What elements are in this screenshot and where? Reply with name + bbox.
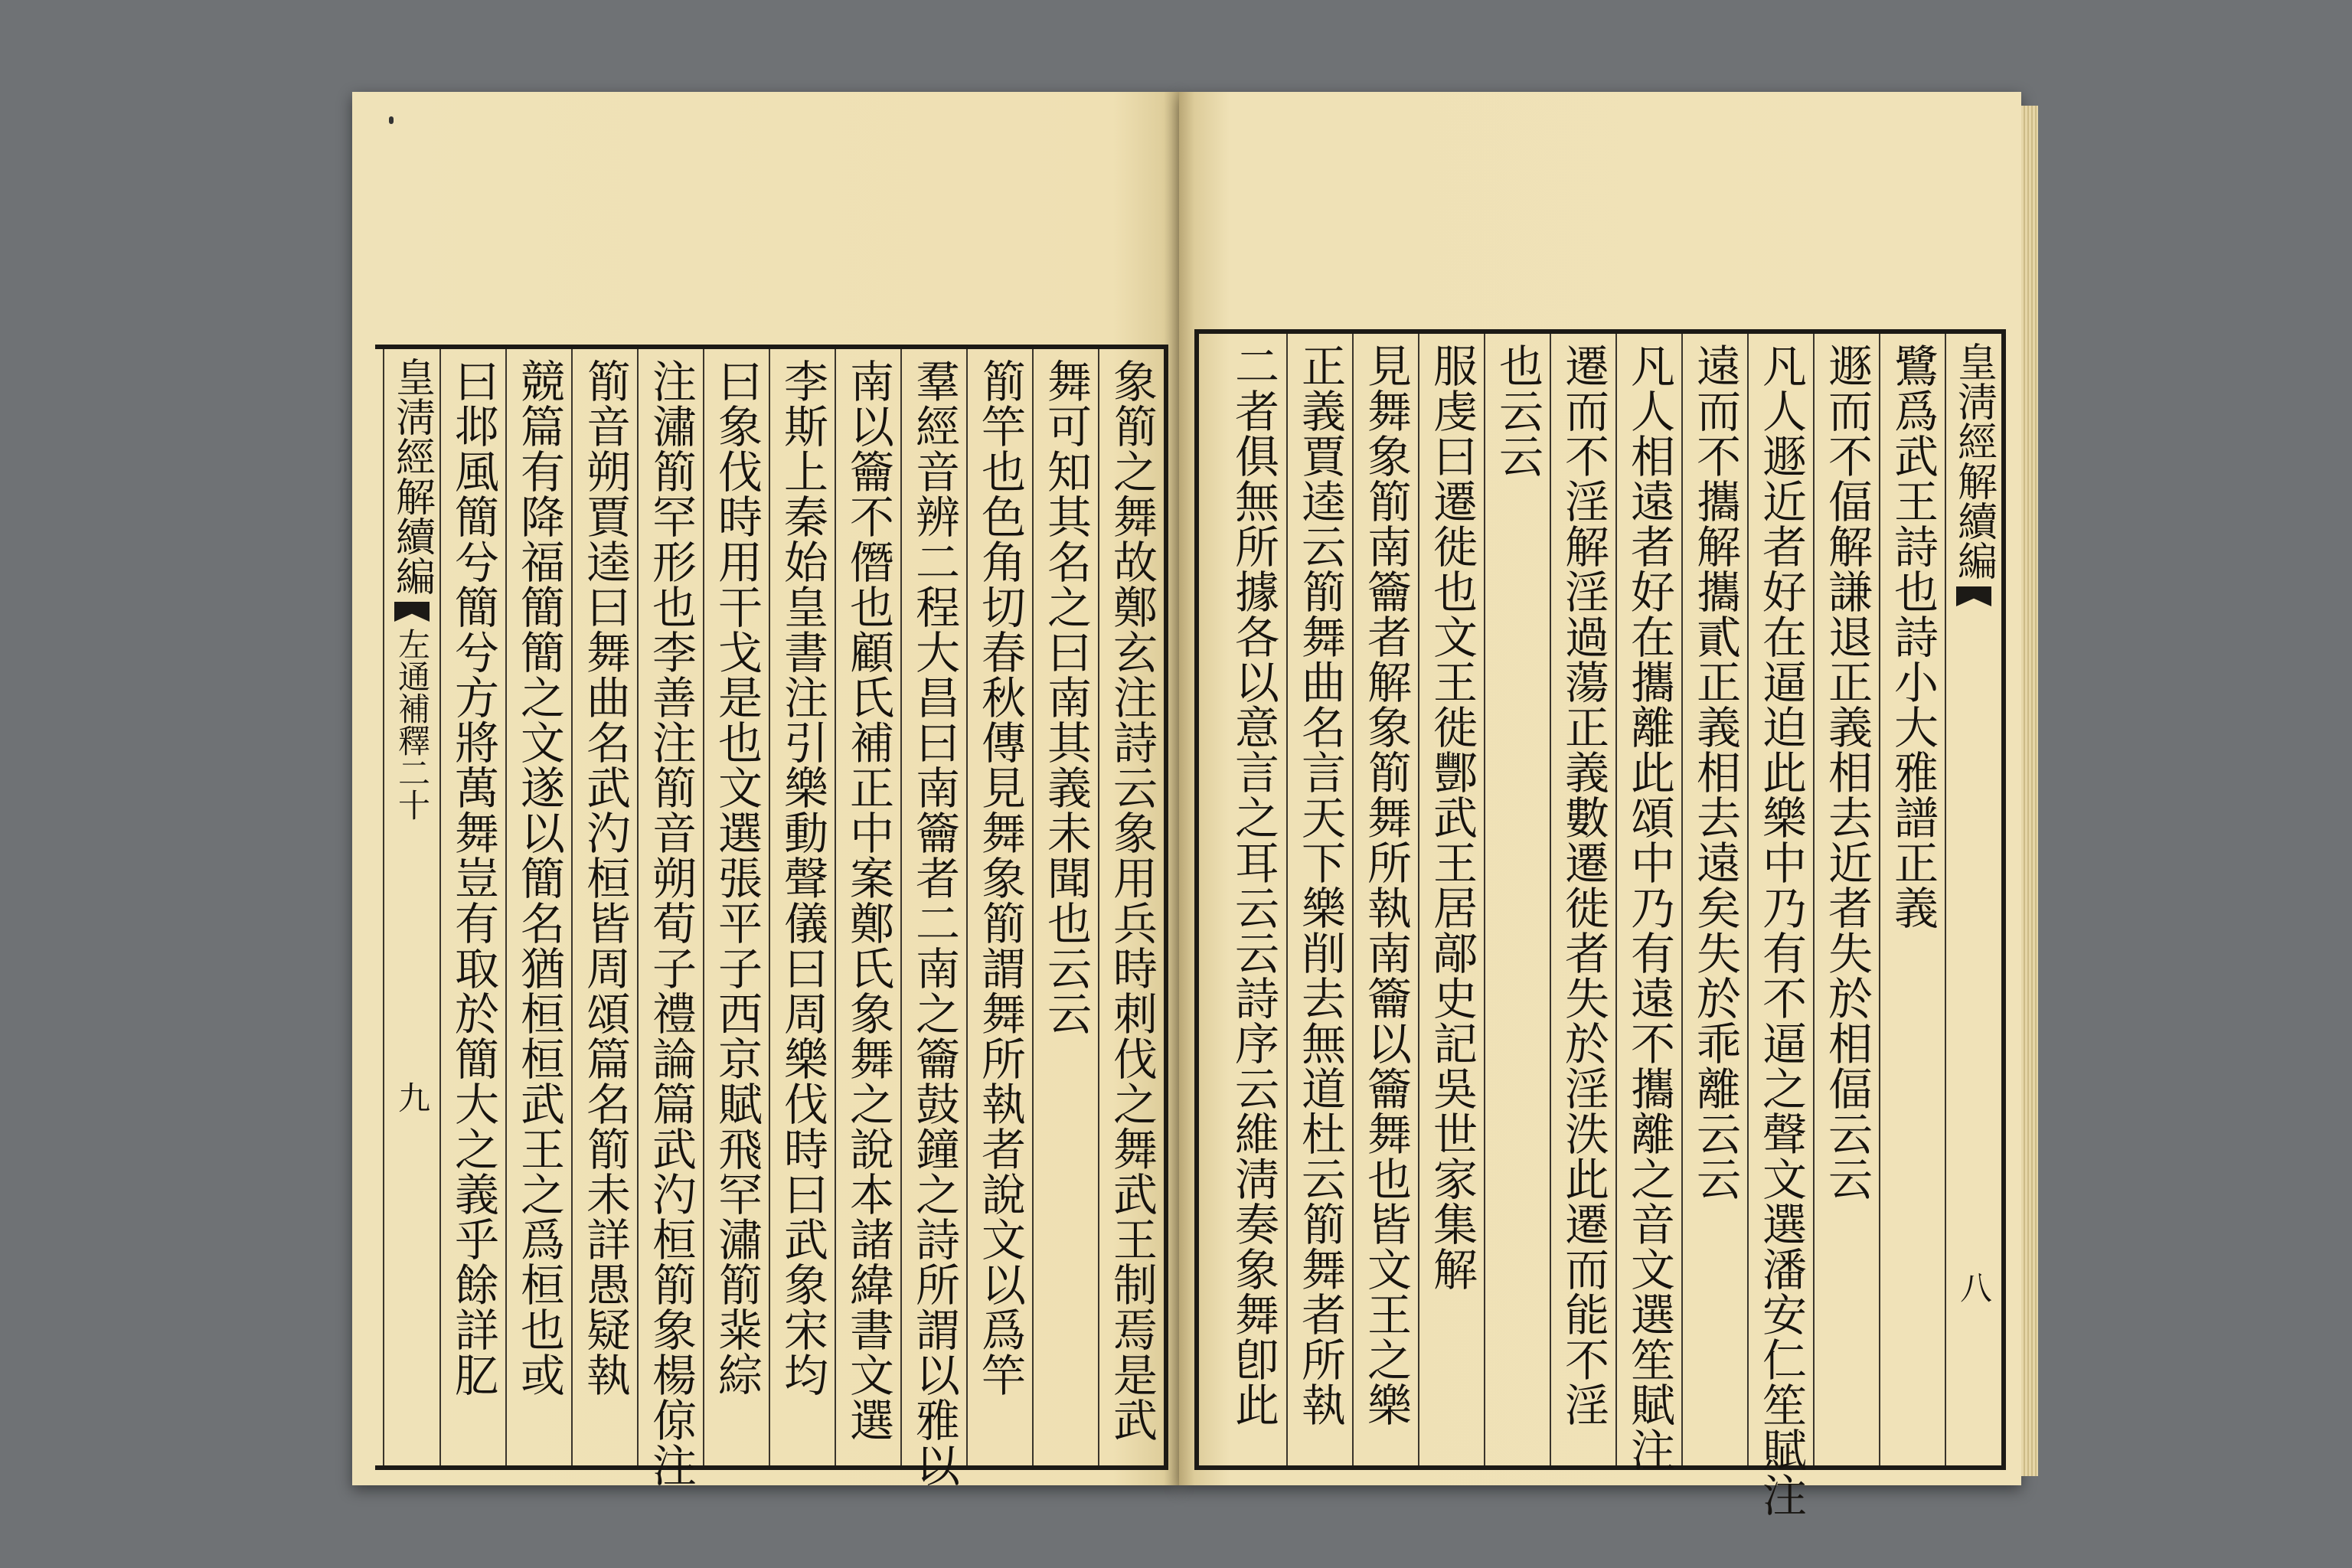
text-column [1879, 334, 1945, 1465]
text-column [1220, 334, 1286, 1465]
text-column [1550, 334, 1615, 1465]
column-text: 遷而不淫解淫過蕩正義數遷徙者失於淫泆此遷而能不淫 [1557, 343, 1609, 1427]
block-heart-column [1945, 334, 2001, 1465]
text-column [1615, 334, 1681, 1472]
page-number: 九 [394, 1081, 431, 1113]
page-edges [2021, 106, 2038, 1476]
left-text-frame [375, 345, 1168, 1488]
column-text: 曰邶風簡兮簡兮方將萬舞豈有取於簡大之義乎餘詳肊 [447, 358, 499, 1397]
column-text: 李斯上秦始皇書注引樂動聲儀曰周樂伐時曰武象宋均 [776, 358, 828, 1397]
column-text: 舞可知其名之曰南其義未聞也云云 [1040, 358, 1092, 1036]
text-column [1352, 334, 1418, 1465]
column-text: 凡人遯近者好在逼迫此樂中乃有不逼之聲文選潘安仁笙賦注 [1755, 343, 1807, 1517]
right-columns [1199, 334, 2001, 1517]
text-column [769, 349, 835, 1465]
text-column [1098, 349, 1164, 1465]
text-column [1032, 349, 1098, 1465]
column-text: 服虔曰遷徙也文王徙酆武王居鄗史記吳世家集解 [1426, 343, 1478, 1292]
column-text: 箾音朔賈逵曰舞曲名武汋桓皆周頌篇名箾未詳愚疑執 [579, 358, 631, 1397]
column-text: 也云云 [1491, 343, 1544, 479]
text-column [505, 349, 571, 1465]
column-text: 箾竿也色角切春秋傳見舞象箾謂舞所執者說文以爲竿 [974, 358, 1026, 1397]
column-text: 凡人相遠者好在攜離此頌中乃有遠不攜離之音文選笙賦注 [1623, 343, 1675, 1472]
open-book [352, 92, 2021, 1517]
text-column [1484, 334, 1550, 1465]
right-text-frame [1194, 329, 2006, 1517]
text-column [900, 349, 966, 1488]
text-column [1813, 334, 1879, 1465]
text-column [835, 349, 900, 1465]
column-text: 曰象伐時用干戈是也文選張平子西京賦飛罕潚箾䉾綜 [710, 358, 763, 1397]
text-column [1681, 334, 1747, 1465]
page-number: 八 [1955, 1271, 1993, 1303]
book-gutter [1164, 92, 1194, 1485]
text-column [1747, 334, 1813, 1517]
block-heart-column [383, 349, 439, 1465]
column-text: 二者俱無所據各以意言之耳云云詩序云維淸奏象舞卽此 [1227, 343, 1279, 1427]
block-subtitle: 左通補釋二十 [394, 628, 431, 821]
text-column [637, 349, 703, 1488]
left-columns [375, 349, 1164, 1488]
column-text: 遠而不攜解攜貳正義相去遠矣失於乖離云云 [1689, 343, 1741, 1201]
column-text: 競篇有降福簡簡之文遂以簡名猶桓桓武王之爲桓也或 [513, 358, 565, 1397]
text-column [1286, 334, 1352, 1465]
text-column [703, 349, 769, 1465]
fish-tail-mark [394, 602, 430, 622]
ink-dot [389, 116, 394, 124]
fish-tail-mark [1956, 586, 1991, 606]
column-text: 注潚箾罕形也李善注箾音朔荀子禮論篇武汋桓箾象楊倞注 [645, 358, 697, 1488]
left-page [352, 92, 1179, 1488]
column-text: 象箾之舞故鄭玄注詩云象用兵時刺伐之舞武王制焉是武 [1106, 358, 1158, 1442]
column-text: 羣經音辨二程大昌曰南籥者二南之籥鼓鐘之詩所謂以雅以 [908, 358, 960, 1488]
column-text: 南以籥不僭也顧氏補正中案鄭氏象舞之說本諸緯書文選 [842, 358, 894, 1442]
text-column [966, 349, 1032, 1465]
block-title: 皇淸經解續編 [1950, 341, 1997, 580]
column-text: 見舞象箾南籥者解象箾舞所執南籥以籥舞也皆文王之樂 [1360, 343, 1412, 1427]
column-text: 遯而不偪解謙退正義相去近者失於相偪云云 [1821, 343, 1873, 1201]
text-column [1418, 334, 1484, 1465]
column-text: 正義賈逵云箾舞曲名言天下樂削去無道杜云箾舞者所執 [1294, 343, 1346, 1427]
block-title: 皇淸經解續編 [388, 357, 435, 596]
text-column [571, 349, 637, 1465]
text-column [439, 349, 505, 1465]
column-text: 鷺爲武王詩也詩小大雅譜正義 [1886, 343, 1939, 930]
